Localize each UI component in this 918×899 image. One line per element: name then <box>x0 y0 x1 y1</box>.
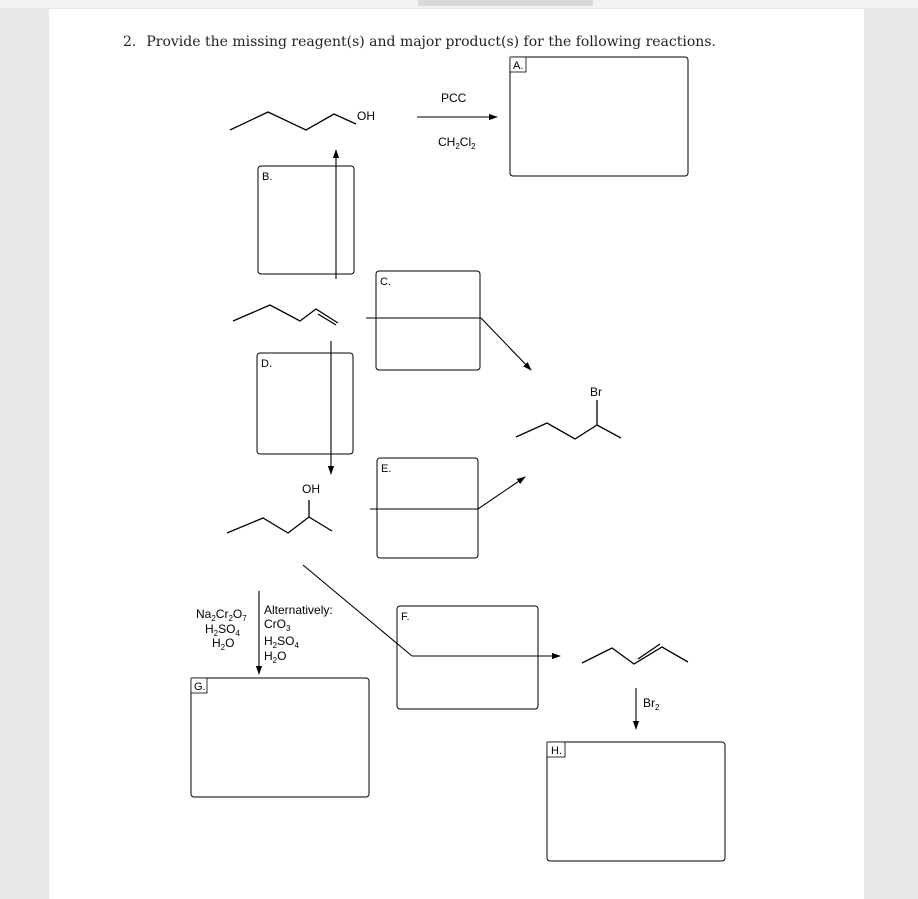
svg-text:CrO3: CrO$_3$ <box>264 617 291 633</box>
molecule-1-pentanol <box>230 109 375 130</box>
reagent-ch2cl2: $CH_2Cl_2$ <box>438 135 476 151</box>
box-label-b: B. <box>262 171 273 183</box>
reagent-br2: $Br_2$ <box>643 696 660 712</box>
answer-box-h[interactable] <box>547 742 725 861</box>
answer-box-c[interactable] <box>376 271 480 370</box>
answer-box-a[interactable] <box>510 57 688 176</box>
svg-text:H2O: $H_2O$ <box>212 636 235 652</box>
reagent-jones <box>196 607 247 652</box>
pentanol2-oh-label: OH <box>302 482 320 496</box>
molecule-1-pentene <box>233 305 338 325</box>
molecule-2-pentanol <box>227 482 332 533</box>
box-label-g: G. <box>194 681 206 693</box>
answer-box-b[interactable] <box>258 166 354 274</box>
svg-text:H2SO4: $H_2SO_4$ <box>205 622 240 638</box>
box-label-h: H. <box>551 745 562 757</box>
molecule-2-bromopentane <box>516 385 621 439</box>
svg-text:Na2Cr2O7: $Na_2Cr_2O_7$ <box>196 607 247 623</box>
pentanol-oh-label: OH <box>357 109 375 123</box>
reagent-pcc: PCC <box>441 91 467 105</box>
svg-text:H2O: $H_2O$ <box>264 649 287 665</box>
alternatively-label: Alternatively: <box>264 603 333 617</box>
answer-box-e[interactable] <box>377 458 478 558</box>
box-label-d: D. <box>261 358 272 370</box>
answer-box-g[interactable] <box>191 678 369 797</box>
reagent-alternative <box>264 603 333 665</box>
svg-text:H2SO4: $H_2SO_4$ <box>264 634 299 650</box>
question-number: 2. <box>123 34 137 50</box>
answer-box-d[interactable] <box>257 353 353 454</box>
arrow-2-pentanol-to-bromopentane-diag <box>478 477 525 509</box>
answer-box-f[interactable] <box>397 606 538 709</box>
molecule-2-pentene <box>582 644 688 664</box>
box-label-c: C. <box>380 276 391 288</box>
question-text: Provide the missing reagent(s) and major product(s) for the following reactions. <box>146 34 716 50</box>
box-label-a: A. <box>513 60 524 72</box>
box-label-f: F. <box>401 611 410 623</box>
bromopentane-br-label: Br <box>590 385 602 399</box>
arrow-pentene-to-bromopentane-diag <box>481 318 531 370</box>
box-label-e: E. <box>381 463 392 475</box>
